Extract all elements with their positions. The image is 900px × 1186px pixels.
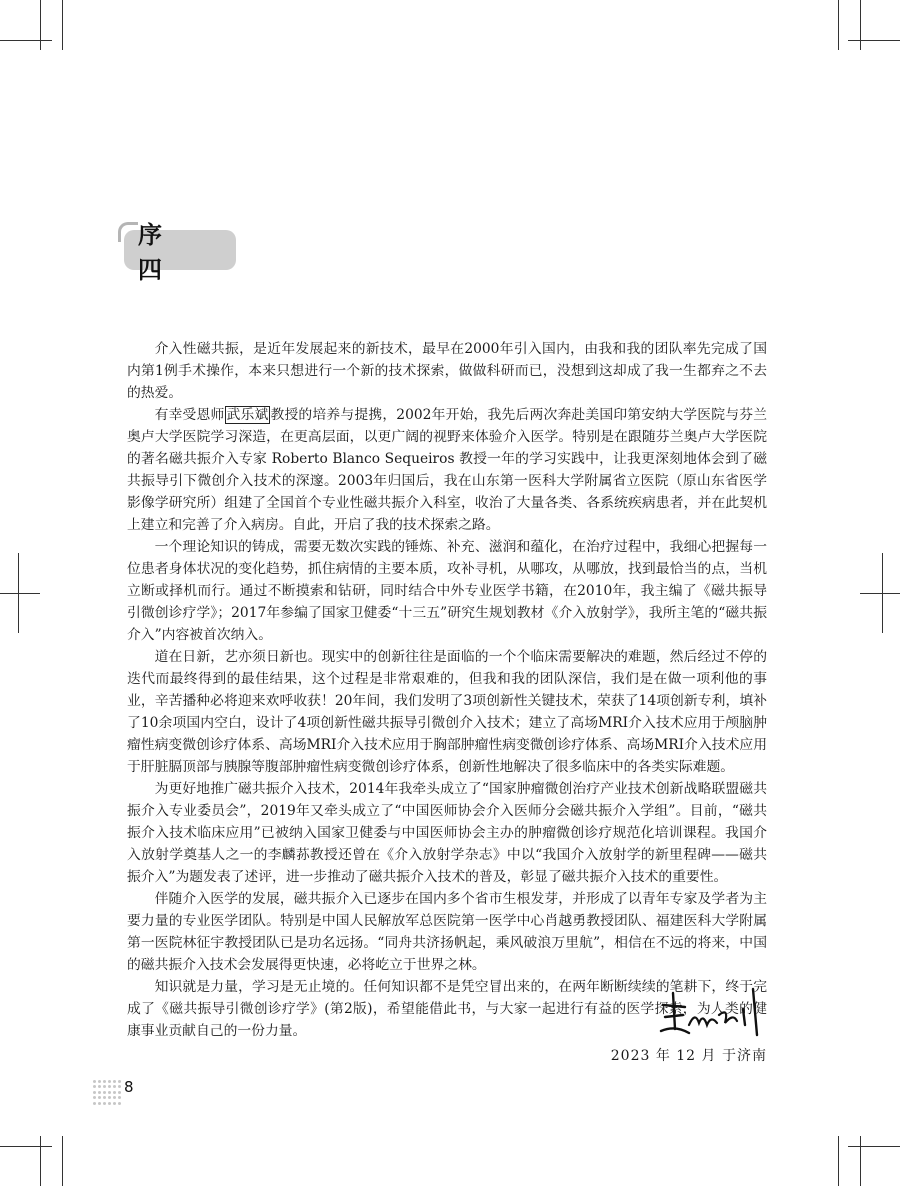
crop-mark	[848, 1146, 900, 1147]
crop-mark	[860, 593, 900, 594]
paragraph: 介入性磁共振，是近年发展起来的新技术，最早在2000年引入国内，由我和我的团队率先完成了国内第1例手术操作，本来只想进行一个新的技术探索，做做科研而已，没想到这却成了我一生都弃之不去的热爱。	[127, 341, 767, 401]
crop-mark	[62, 0, 63, 50]
page-number: 8	[124, 1078, 134, 1096]
paragraph: 知识就是力量，学习是无止境的。任何知识都不是凭空冒出来的，在两年断断续续的笔耕下，终于完成了《磁共振导引微创诊疗学》(第2版)，希望能借此书，与大家一起进行有益的医学探索，为人类的健康事业贡献自己的一份力量。	[127, 979, 767, 1039]
crop-mark	[860, 0, 861, 50]
crop-mark	[0, 593, 40, 594]
crop-mark	[0, 40, 52, 41]
crop-mark	[838, 1136, 839, 1186]
paragraph-text: 有幸受恩师	[154, 407, 225, 423]
crop-mark	[0, 1146, 52, 1147]
crop-mark	[62, 1136, 63, 1186]
preface-body	[127, 338, 767, 1042]
handwritten-signature	[655, 985, 770, 1045]
mentor-name-boxed: 武乐斌	[226, 407, 269, 423]
paragraph: 一个理论知识的铸成，需要无数次实践的锤炼、补充、滋润和蕴化，在治疗过程中，我细心把握每一位患者身体状况的变化趋势，抓住病情的主要本质，攻补寻机，从哪攻，从哪放，找到最恰当的点，当机立断或择机而行。通过不断摸索和钻研，同时结合中外专业医学书籍，在2010年，我主编了《磁共振导引微创诊疗学》；2017年参编了国家卫健委“十三五”研究生规划教材《介入放射学》，我所主笔的“磁共振介入”内容被首次纳入。	[127, 539, 767, 643]
paragraph-text: 教授的培养与提携，2002年开始，我先后两次奔赴美国印第安纳大学医院与芬兰奥卢大学医院学习深造，在更高层面，以更广阔的视野来体验介入医学。特别是在跟随芬兰奥卢大学医院的著名磁共振介入专家 Roberto Blanco Sequeiros 教授一年的学习实践中，让我更深刻地体会到了磁共振导引下微创介入技术的深邃。2003年归国后，我在山东第一医科大学附属省立医院（原山东省医学影像学研究所）组建了全国首个专业性磁共振介入科室，收治了大量各类、各系统疾病患者，并在此契机上建立和完善了介入病房。自此，开启了我的技术探索之路。	[127, 407, 768, 533]
paragraph: 道在日新，艺亦须日新也。现实中的创新往往是面临的一个个临床需要解决的难题，然后经过不停的迭代而最终得到的最佳结果，这个过程是非常艰难的，但我和我的团队深信，我们是在做一项利他的事业，辛苦播种必将迎来欢呼收获！20年间，我们发明了3项创新性关键技术，荣获了14项创新专利，填补了10余项国内空白，设计了4项创新性磁共振导引微创介入技术；建立了高场MRI介入技术应用于颅脑肿瘤性病变微创诊疗体系、高场MRI介入技术应用于胸部肿瘤性病变微创诊疗体系、高场MRI介入技术应用于肝脏膈顶部与胰腺等腹部肿瘤性病变微创诊疗体系，创新性地解决了很多临床中的各类实际难题。	[127, 649, 767, 775]
date-location: 2023 年 12 月 于济南	[610, 1048, 767, 1064]
paragraph	[127, 404, 767, 536]
paragraph: 为更好地推广磁共振介入技术，2014年我牵头成立了“国家肿瘤微创治疗产业技术创新战略联盟磁共振介入专业委员会”，2019年又牵头成立了“中国医师协会介入医师分会磁共振介入学组”。目前，“磁共振介入技术临床应用”已被纳入国家卫健委与中国医师协会主办的肿瘤微创诊疗规范化培训课程。我国介入放射学奠基人之一的李麟荪教授还曾在《介入放射学杂志》中以“我国介入放射学的新里程碑——磁共振介入”为题发表了述评，进一步推动了磁共振介入技术的普及，彰显了磁共振介入技术的重要性。	[127, 781, 767, 885]
crop-mark	[848, 40, 900, 41]
heading-title: 序 四	[124, 230, 236, 270]
section-heading	[118, 221, 238, 284]
crop-mark	[860, 1136, 861, 1186]
crop-mark	[838, 0, 839, 50]
crop-mark	[40, 0, 41, 50]
crop-mark	[40, 1136, 41, 1186]
paragraph: 伴随介入医学的发展，磁共振介入已逐步在国内多个省市生根发芽，并形成了以青年专家及学者为主要力量的专业医学团队。特别是中国人民解放军总医院第一医学中心肖越勇教授团队、福建医科大学附属第一医院林征宇教授团队已是功名远扬。“同舟共济扬帆起，乘风破浪万里航”，相信在不远的将来，中国的磁共振介入技术会发展得更快速，必将屹立于世界之林。	[127, 891, 767, 973]
page-number-dot-ornament	[93, 1080, 119, 1106]
